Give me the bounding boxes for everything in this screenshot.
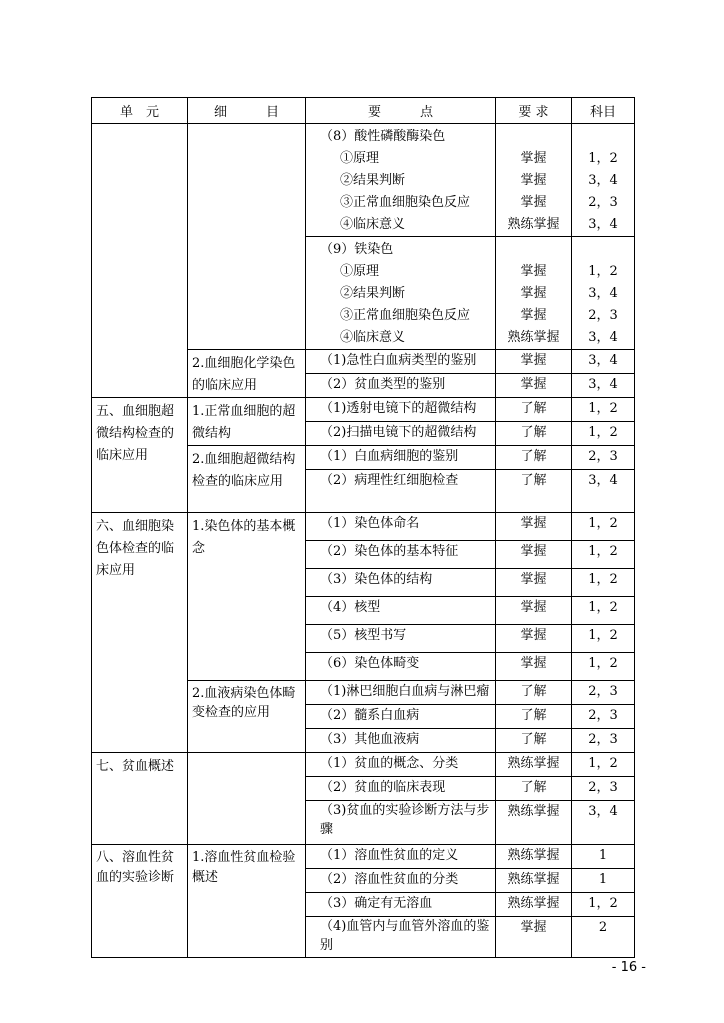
unit-text: 八、溶血性贫血的实验诊断 bbox=[96, 850, 175, 885]
subject-cell bbox=[572, 470, 635, 513]
subject-cell bbox=[572, 124, 635, 237]
header-requirement: 要 求 bbox=[496, 98, 572, 124]
point-text: （2）髓系白血病 bbox=[320, 708, 420, 723]
requirement-value: 熟练掌握 bbox=[507, 848, 560, 863]
requirement-cell bbox=[496, 625, 572, 653]
point-text: （3)贫血的实验诊断方法与步骤 bbox=[320, 803, 490, 837]
detail-text: 1.染色体的基本概念 bbox=[192, 519, 296, 556]
header-point: 要 点 bbox=[306, 98, 496, 124]
table-row bbox=[92, 753, 635, 777]
subject-value: 1，2 bbox=[588, 401, 618, 416]
point-cell bbox=[306, 729, 496, 753]
point-cell bbox=[306, 845, 496, 869]
point-text: （4）核型 bbox=[320, 600, 381, 615]
point-text: （3）确定有无溶血 bbox=[320, 896, 433, 911]
point-text: （1)透射电镜下的超微结构 bbox=[320, 401, 477, 416]
requirement-cell bbox=[496, 237, 572, 350]
subject-value: 1，2 bbox=[588, 756, 618, 771]
point-cell bbox=[306, 541, 496, 569]
point-cell bbox=[306, 470, 496, 513]
requirement-value: 熟练掌握 bbox=[507, 804, 560, 819]
requirement-cell bbox=[496, 541, 572, 569]
subject-cell bbox=[572, 625, 635, 653]
requirement-cell bbox=[496, 569, 572, 597]
point-cell bbox=[306, 124, 496, 237]
subject-cell bbox=[572, 729, 635, 753]
requirement-value: 了解 bbox=[520, 449, 547, 464]
point-text: （3）染色体的结构 bbox=[320, 572, 433, 587]
subject-value: 3，4 bbox=[588, 473, 618, 488]
requirement-cell bbox=[496, 705, 572, 729]
point-text: （2）染色体的基本特征 bbox=[320, 544, 459, 559]
block-title: （9）铁染色 bbox=[320, 242, 394, 257]
subject-value: 2，3 bbox=[588, 449, 618, 464]
point-item: ③正常血细胞染色反应 bbox=[340, 308, 471, 323]
detail-text: 2.血液病染色体畸变检查的应用 bbox=[192, 686, 296, 720]
requirement-value: 掌握 bbox=[520, 286, 547, 301]
detail-cell bbox=[188, 845, 306, 958]
requirement-value: 熟练掌握 bbox=[507, 896, 560, 911]
subject-cell bbox=[572, 446, 635, 470]
requirement-value: 掌握 bbox=[520, 600, 547, 615]
requirement-cell bbox=[496, 597, 572, 625]
point-cell bbox=[306, 893, 496, 917]
subject-value: 2，3 bbox=[588, 732, 618, 747]
subject-cell bbox=[572, 681, 635, 705]
unit-cell bbox=[92, 513, 188, 753]
header-detail: 细 目 bbox=[188, 98, 306, 124]
requirement-cell bbox=[496, 777, 572, 801]
subject-value: 2 bbox=[598, 920, 608, 935]
requirement-cell bbox=[496, 753, 572, 777]
point-cell bbox=[306, 446, 496, 470]
requirement-cell bbox=[496, 374, 572, 398]
requirement-value: 熟练掌握 bbox=[507, 330, 560, 345]
point-cell bbox=[306, 777, 496, 801]
requirement-value: 掌握 bbox=[520, 377, 547, 392]
subject-value: 2，3 bbox=[588, 780, 618, 795]
unit-cell bbox=[92, 398, 188, 513]
subject-value: 1，2 bbox=[588, 151, 618, 166]
point-cell bbox=[306, 625, 496, 653]
point-item: ②结果判断 bbox=[340, 286, 406, 301]
subject-cell bbox=[572, 422, 635, 446]
requirement-value: 掌握 bbox=[520, 353, 547, 368]
point-text: （1)急性白血病类型的鉴别 bbox=[320, 353, 477, 368]
point-text: （6）染色体畸变 bbox=[320, 656, 420, 671]
point-cell bbox=[306, 917, 496, 958]
unit-cell bbox=[92, 124, 188, 398]
point-text: （1）染色体命名 bbox=[320, 516, 420, 531]
point-cell bbox=[306, 869, 496, 893]
subject-cell bbox=[572, 597, 635, 625]
syllabus-table bbox=[91, 97, 635, 958]
subject-value: 3，4 bbox=[588, 804, 618, 819]
requirement-cell bbox=[496, 124, 572, 237]
requirement-value: 掌握 bbox=[520, 151, 547, 166]
unit-cell bbox=[92, 753, 188, 845]
point-cell bbox=[306, 653, 496, 681]
point-cell bbox=[306, 374, 496, 398]
requirement-value: 了解 bbox=[520, 401, 547, 416]
point-item: ④临床意义 bbox=[340, 217, 406, 232]
requirement-value: 掌握 bbox=[520, 628, 547, 643]
requirement-value: 掌握 bbox=[520, 572, 547, 587]
requirement-cell bbox=[496, 729, 572, 753]
requirement-cell bbox=[496, 350, 572, 374]
table-row bbox=[92, 513, 635, 541]
requirement-value: 了解 bbox=[520, 684, 547, 699]
point-cell bbox=[306, 597, 496, 625]
subject-cell bbox=[572, 869, 635, 893]
point-text: （3）其他血液病 bbox=[320, 732, 420, 747]
subject-value: 1，2 bbox=[588, 896, 618, 911]
table-row bbox=[92, 398, 635, 422]
point-cell bbox=[306, 350, 496, 374]
subject-cell bbox=[572, 753, 635, 777]
subject-value: 1，2 bbox=[588, 425, 618, 440]
point-item: ①原理 bbox=[340, 151, 380, 166]
requirement-value: 了解 bbox=[520, 425, 547, 440]
requirement-cell bbox=[496, 446, 572, 470]
subject-value: 1 bbox=[598, 872, 608, 887]
subject-cell bbox=[572, 705, 635, 729]
point-text: （1)淋巴细胞白血病与淋巴瘤 bbox=[320, 684, 490, 699]
point-text: （2）贫血类型的鉴别 bbox=[320, 377, 446, 392]
requirement-value: 了解 bbox=[520, 473, 547, 488]
requirement-cell bbox=[496, 653, 572, 681]
detail-cell bbox=[188, 513, 306, 681]
unit-text: 七、贫血概述 bbox=[96, 759, 175, 774]
detail-text: 1.溶血性贫血检验概述 bbox=[192, 850, 296, 885]
point-cell bbox=[306, 569, 496, 597]
requirement-cell bbox=[496, 422, 572, 446]
point-text: （2）溶血性贫血的分类 bbox=[320, 872, 459, 887]
subject-value: 2，3 bbox=[588, 308, 618, 323]
requirement-value: 了解 bbox=[520, 780, 547, 795]
subject-value: 1，2 bbox=[588, 628, 618, 643]
point-cell bbox=[306, 422, 496, 446]
point-cell bbox=[306, 705, 496, 729]
requirement-value: 掌握 bbox=[520, 920, 547, 935]
requirement-cell bbox=[496, 398, 572, 422]
subject-cell bbox=[572, 541, 635, 569]
subject-value: 2，3 bbox=[588, 195, 618, 210]
subject-value: 3，4 bbox=[588, 330, 618, 345]
requirement-cell bbox=[496, 470, 572, 513]
table-row bbox=[92, 845, 635, 869]
point-text: （1）贫血的概念、分类 bbox=[320, 756, 459, 771]
requirement-cell bbox=[496, 513, 572, 541]
point-text: （1）白血病细胞的鉴别 bbox=[320, 449, 459, 464]
detail-cell bbox=[188, 681, 306, 753]
requirement-value: 掌握 bbox=[520, 308, 547, 323]
point-text: （2）病理性红细胞检查 bbox=[320, 473, 459, 488]
requirement-cell bbox=[496, 681, 572, 705]
subject-cell bbox=[572, 777, 635, 801]
point-item: ①原理 bbox=[340, 264, 380, 279]
requirement-value: 了解 bbox=[520, 708, 547, 723]
header-subject: 科目 bbox=[572, 98, 635, 124]
subject-cell bbox=[572, 374, 635, 398]
point-item: ③正常血细胞染色反应 bbox=[340, 195, 471, 210]
subject-value: 2，3 bbox=[588, 684, 618, 699]
point-cell bbox=[306, 398, 496, 422]
requirement-cell bbox=[496, 869, 572, 893]
detail-cell bbox=[188, 398, 306, 446]
point-text: （5）核型书写 bbox=[320, 628, 407, 643]
subject-cell bbox=[572, 513, 635, 541]
requirement-value: 熟练掌握 bbox=[507, 872, 560, 887]
header-row bbox=[92, 98, 635, 124]
point-item: ②结果判断 bbox=[340, 173, 406, 188]
detail-cell bbox=[188, 446, 306, 513]
point-text: （2)扫描电镜下的超微结构 bbox=[320, 425, 477, 440]
subject-cell bbox=[572, 237, 635, 350]
page-number: - 16 - bbox=[611, 960, 646, 975]
requirement-value: 掌握 bbox=[520, 656, 547, 671]
subject-value: 1，2 bbox=[588, 656, 618, 671]
detail-text: 2.血细胞超微结构检查的临床应用 bbox=[192, 452, 296, 489]
subject-value: 1 bbox=[598, 848, 608, 863]
subject-cell bbox=[572, 893, 635, 917]
subject-cell bbox=[572, 845, 635, 869]
requirement-value: 掌握 bbox=[520, 264, 547, 279]
requirement-value: 掌握 bbox=[520, 544, 547, 559]
requirement-value: 了解 bbox=[520, 732, 547, 747]
point-item: ④临床意义 bbox=[340, 330, 406, 345]
detail-cell bbox=[188, 124, 306, 350]
point-text: （2）贫血的临床表现 bbox=[320, 780, 446, 795]
detail-text: 2.血细胞化学染色的临床应用 bbox=[192, 356, 296, 393]
requirement-cell bbox=[496, 801, 572, 845]
subject-cell bbox=[572, 801, 635, 845]
point-cell bbox=[306, 513, 496, 541]
subject-value: 1，2 bbox=[588, 516, 618, 531]
detail-cell bbox=[188, 753, 306, 845]
point-cell bbox=[306, 237, 496, 350]
subject-cell bbox=[572, 569, 635, 597]
subject-cell bbox=[572, 917, 635, 958]
requirement-cell bbox=[496, 917, 572, 958]
unit-cell bbox=[92, 845, 188, 958]
subject-cell bbox=[572, 398, 635, 422]
subject-value: 3，4 bbox=[588, 286, 618, 301]
requirement-value: 熟练掌握 bbox=[507, 217, 560, 232]
subject-value: 3，4 bbox=[588, 173, 618, 188]
point-cell bbox=[306, 753, 496, 777]
subject-value: 2，3 bbox=[588, 708, 618, 723]
table-row bbox=[92, 124, 635, 237]
detail-text: 1.正常血细胞的超微结构 bbox=[192, 404, 296, 441]
requirement-cell bbox=[496, 893, 572, 917]
requirement-value: 熟练掌握 bbox=[507, 756, 560, 771]
point-text: （1）溶血性贫血的定义 bbox=[320, 848, 459, 863]
subject-value: 1，2 bbox=[588, 572, 618, 587]
requirement-value: 掌握 bbox=[520, 516, 547, 531]
unit-text: 六、血细胞染色体检查的临床应用 bbox=[96, 519, 175, 578]
unit-text: 五、血细胞超微结构检查的临床应用 bbox=[96, 404, 175, 463]
requirement-cell bbox=[496, 845, 572, 869]
requirement-value: 掌握 bbox=[520, 173, 547, 188]
requirement-value: 掌握 bbox=[520, 195, 547, 210]
block-title: （8）酸性磷酸酶染色 bbox=[320, 129, 446, 144]
point-cell bbox=[306, 801, 496, 845]
detail-cell bbox=[188, 350, 306, 398]
point-text: （4)血管内与血管外溶血的鉴别 bbox=[320, 919, 490, 953]
subject-value: 1，2 bbox=[588, 264, 618, 279]
subject-value: 1，2 bbox=[588, 544, 618, 559]
subject-value: 3，4 bbox=[588, 353, 618, 368]
point-cell bbox=[306, 681, 496, 705]
subject-value: 1，2 bbox=[588, 600, 618, 615]
subject-value: 3，4 bbox=[588, 377, 618, 392]
header-unit: 单 元 bbox=[92, 98, 188, 124]
subject-cell bbox=[572, 653, 635, 681]
subject-value: 3，4 bbox=[588, 217, 618, 232]
subject-cell bbox=[572, 350, 635, 374]
